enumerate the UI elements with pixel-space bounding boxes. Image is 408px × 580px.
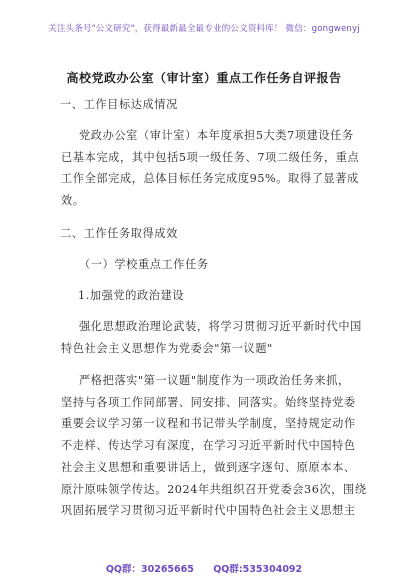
body-line: 不走样、传达学习有深度，在学习习近平新时代中国特色 xyxy=(61,439,356,452)
body-line: 党政办公室（审计室）本年度承担5大类7项建设任务 xyxy=(79,129,354,142)
subsection-heading: （一）学校重点工作任务 xyxy=(79,258,209,271)
header-banner: 关注头条号"公文研究"，获得最新最全最专业的公文资料库！ 微信：gongwenyj xyxy=(48,24,360,34)
body-line: 已基本完成，其中包括5项一级任务、7项二级任务，重点 xyxy=(61,151,360,164)
section-heading-2: 二、工作任务取得成效 xyxy=(60,227,178,240)
body-line: 巩固拓展学习贯彻习近平新时代中国特色社会主义思想主 xyxy=(61,504,356,517)
qq-group-2: QQ群:535304092 xyxy=(213,564,303,575)
section-heading-1: 一、工作目标达成情况 xyxy=(60,98,178,111)
footer-contact xyxy=(0,561,408,575)
body-line: 重要会议学习第一议程和书记带头学制度，坚持规定动作 xyxy=(61,417,356,430)
body-line: 原汁原味领学传达。2024年共组织召开党委会36次，围绕 xyxy=(61,483,367,496)
body-line: 坚持与各项工作同部署、同安排、同落实。始终坚持党委 xyxy=(61,396,356,409)
body-line: 效。 xyxy=(61,194,85,207)
body-line: 强化思想政治理论武装，将学习贯彻习近平新时代中国 xyxy=(79,320,362,333)
document-title: 高校党政办公室（审计室）重点工作任务自评报告 xyxy=(66,71,342,85)
body-line: 社会主义思想和重要讲话上，做到逐字逐句、原原本本、 xyxy=(61,461,356,474)
item-heading: 1.加强党的政治建设 xyxy=(78,289,185,302)
body-line: 特色社会主义思想作为党委会"第一议题" xyxy=(61,342,273,355)
qq-group-1: QQ群：30265665 xyxy=(105,564,194,575)
body-line: 严格把落实"第一议题"制度作为一项政治任务来抓， xyxy=(79,374,350,387)
body-line: 工作全部完成，总体目标任务完成度95%。取得了显著成 xyxy=(61,172,359,185)
